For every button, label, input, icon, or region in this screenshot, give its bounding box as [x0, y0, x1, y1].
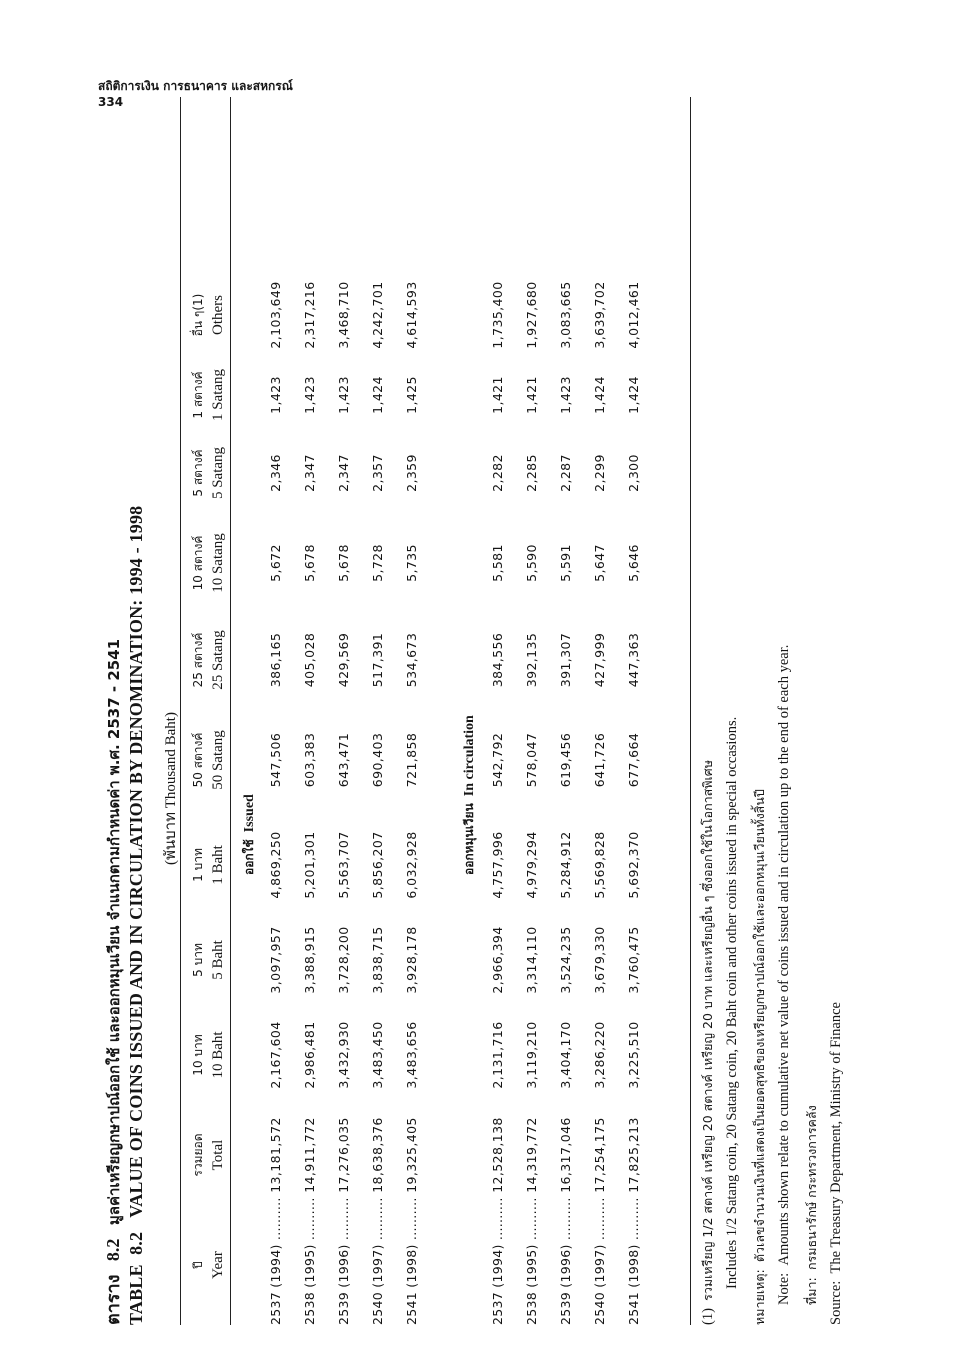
column-header-thai: 1 บาท — [191, 848, 205, 882]
value-cell: 3,097,957 — [268, 926, 283, 994]
source-thai: ที่มา: กรมธนารักษ์ กระทรวงการคลัง — [804, 1105, 819, 1305]
value-cell: 3,119,210 — [524, 1021, 539, 1089]
value-cell: 2,300 — [626, 454, 641, 492]
column-header-thai: รวมยอด — [191, 1133, 205, 1177]
value-cell: 5,735 — [404, 544, 419, 582]
section-title-english: Issued — [242, 794, 257, 833]
year-label: 2541 (1998) — [404, 1244, 419, 1325]
value-cell: 5,856,207 — [370, 831, 385, 899]
value-cell: 5,563,707 — [336, 831, 351, 899]
leader-dots: .......... — [404, 1197, 419, 1245]
value-cell: 1,421 — [524, 376, 539, 414]
bottom-rule — [690, 97, 691, 1325]
value-cell: 3,314,110 — [524, 926, 539, 994]
leader-dots: .......... — [302, 1197, 317, 1245]
column-header-thai: 1 สตางค์ — [191, 371, 205, 419]
value-cell: 542,792 — [490, 732, 505, 788]
value-cell: 392,135 — [524, 632, 539, 688]
value-cell: 3,404,170 — [558, 1021, 573, 1089]
value-cell: 384,556 — [490, 632, 505, 688]
leader-dots: .......... — [558, 1197, 573, 1245]
value-cell: 5,284,912 — [558, 831, 573, 899]
year-cell — [490, 1197, 505, 1325]
value-cell: 5,590 — [524, 544, 539, 582]
value-cell: 3,286,220 — [592, 1021, 607, 1089]
value-cell: 2,103,649 — [268, 281, 283, 349]
value-cell: 1,927,680 — [524, 281, 539, 349]
column-header-english: 1 Satang — [210, 368, 226, 422]
footnote-1-english: Includes 1/2 Satang coin, 20 Satang coin, 20 Baht coin and other coins issued in special occasions. — [724, 716, 740, 1289]
value-cell: 405,028 — [302, 632, 317, 688]
running-title: สถิติการเงิน การธนาคาร และสหกรณ์ — [98, 79, 293, 93]
value-cell: 427,999 — [592, 632, 607, 688]
column-header — [188, 1205, 228, 1325]
value-cell: 2,966,394 — [490, 926, 505, 994]
value-cell: 2,287 — [558, 454, 573, 492]
value-cell: 677,664 — [626, 732, 641, 788]
value-cell: 3,483,450 — [370, 1021, 385, 1089]
spacer — [462, 796, 477, 803]
column-header-english: Year — [210, 1251, 226, 1279]
footnote-1: (1) รวมเหรียญ 1/2 สตางค์ เหรียญ 20 สตางค์ เหรียญ 20 บาท และเหรียญอื่น ๆ ซึ่งออกใช้ในโอกาสพิเศษ — [700, 760, 716, 1325]
column-header-thai: 5 บาท — [191, 943, 205, 977]
leader-dots: .......... — [336, 1197, 351, 1245]
value-cell: 12,528,138 — [490, 1117, 505, 1193]
year-cell — [302, 1197, 317, 1325]
column-header-english: 50 Satang — [210, 730, 226, 790]
value-cell: 3,225,510 — [626, 1021, 641, 1089]
value-cell: 2,299 — [592, 454, 607, 492]
source-english: Source: The Treasury Department, Ministry of Finance — [828, 1002, 844, 1325]
value-cell: 534,673 — [404, 632, 419, 688]
value-cell: 2,347 — [336, 454, 351, 492]
value-cell: 1,735,400 — [490, 281, 505, 349]
value-cell: 5,678 — [302, 544, 317, 582]
value-cell: 4,757,996 — [490, 831, 505, 899]
leader-dots: .......... — [592, 1197, 607, 1245]
note-english: Note: Amounts shown relate to cumulative net value of coins issued and in circulation up to the end of each year. — [776, 644, 792, 1305]
value-cell: 2,359 — [404, 454, 419, 492]
value-cell: 2,986,481 — [302, 1021, 317, 1089]
value-cell: 2,346 — [268, 454, 283, 492]
table-title-english: TABLE 8.2 VALUE OF COINS ISSUED AND IN CIRCULATION BY DENOMINATION: 1994 - 1998 — [126, 505, 146, 1325]
value-cell: 4,012,461 — [626, 281, 641, 349]
value-cell: 3,524,235 — [558, 926, 573, 994]
year-label: 2538 (1995) — [524, 1244, 539, 1325]
page-number: 334 — [98, 95, 124, 109]
value-cell: 2,285 — [524, 454, 539, 492]
value-cell: 447,363 — [626, 632, 641, 688]
leader-dots: .......... — [626, 1197, 641, 1245]
value-cell: 619,456 — [558, 732, 573, 788]
value-cell: 3,083,665 — [558, 281, 573, 349]
leader-dots: .......... — [524, 1197, 539, 1245]
value-cell: 3,388,915 — [302, 926, 317, 994]
value-cell: 2,357 — [370, 454, 385, 492]
value-cell: 3,679,330 — [592, 926, 607, 994]
table-title-thai: ตาราง 8.2 มูลค่าเหรียญกษาปณ์ออกใช้ และออกหมุนเวียน จำแนกตามกำหนดค่า พ.ศ. 2537 - 2541 — [103, 638, 123, 1325]
value-cell: 386,165 — [268, 632, 283, 688]
value-cell: 721,858 — [404, 732, 419, 788]
value-cell: 5,692,370 — [626, 831, 641, 899]
value-cell: 2,282 — [490, 454, 505, 492]
year-cell — [558, 1197, 573, 1325]
column-header-english: 1 Baht — [210, 845, 226, 885]
leader-dots: .......... — [490, 1197, 505, 1245]
column-header-thai: อื่น ๆ(1) — [191, 293, 205, 337]
value-cell: 14,911,772 — [302, 1117, 317, 1193]
value-cell: 1,424 — [626, 376, 641, 414]
section-title-thai: ออกใช้ — [242, 839, 256, 875]
value-cell: 4,979,294 — [524, 831, 539, 899]
page-header — [98, 78, 293, 110]
leader-dots: .......... — [370, 1197, 385, 1245]
value-cell: 5,591 — [558, 544, 573, 582]
year-label: 2539 (1996) — [558, 1244, 573, 1325]
value-cell: 17,276,035 — [336, 1117, 351, 1193]
column-header-english: Others — [210, 295, 226, 335]
value-cell: 18,638,376 — [370, 1117, 385, 1193]
column-header-thai: 10 สตางค์ — [191, 535, 205, 591]
column-header-english: 25 Satang — [210, 630, 226, 690]
column-header-thai: ปี — [191, 1261, 205, 1269]
leader-dots: .......... — [268, 1197, 283, 1245]
value-cell: 643,471 — [336, 732, 351, 788]
value-cell: 5,728 — [370, 544, 385, 582]
year-label: 2540 (1997) — [592, 1244, 607, 1325]
value-cell: 5,569,828 — [592, 831, 607, 899]
value-cell: 517,391 — [370, 632, 385, 688]
value-cell: 19,325,405 — [404, 1117, 419, 1193]
value-cell: 1,423 — [558, 376, 573, 414]
value-cell: 3,838,715 — [370, 926, 385, 994]
value-cell: 4,242,701 — [370, 281, 385, 349]
column-header-english: 10 Satang — [210, 533, 226, 593]
year-label: 2541 (1998) — [626, 1244, 641, 1325]
value-cell: 4,869,250 — [268, 831, 283, 899]
value-cell: 13,181,572 — [268, 1117, 283, 1193]
value-cell: 3,760,475 — [626, 926, 641, 994]
value-cell: 2,347 — [302, 454, 317, 492]
year-cell — [268, 1197, 283, 1325]
column-header-thai: 10 บาท — [191, 1034, 205, 1076]
value-cell: 391,307 — [558, 632, 573, 688]
column-header-thai: 25 สตางค์ — [191, 632, 205, 688]
value-cell: 6,032,928 — [404, 831, 419, 899]
value-cell: 578,047 — [524, 732, 539, 788]
year-label: 2540 (1997) — [370, 1244, 385, 1325]
year-cell — [404, 1197, 419, 1325]
column-header — [188, 255, 228, 375]
section-title-english: In circulation — [462, 715, 477, 797]
value-cell: 16,317,046 — [558, 1117, 573, 1193]
value-cell: 5,201,301 — [302, 831, 317, 899]
value-cell: 2,131,716 — [490, 1021, 505, 1089]
section-title-thai: ออกหมุนเวียน — [462, 803, 476, 875]
year-cell — [592, 1197, 607, 1325]
section-title — [460, 715, 479, 875]
top-rule — [180, 97, 181, 1325]
value-cell: 1,423 — [302, 376, 317, 414]
column-header-english: 10 Baht — [210, 1031, 226, 1079]
year-label: 2538 (1995) — [302, 1244, 317, 1325]
year-cell — [626, 1197, 641, 1325]
value-cell: 17,825,213 — [626, 1117, 641, 1193]
value-cell: 5,646 — [626, 544, 641, 582]
year-cell — [370, 1197, 385, 1325]
value-cell: 1,425 — [404, 376, 419, 414]
year-cell — [524, 1197, 539, 1325]
value-cell: 17,254,175 — [592, 1117, 607, 1193]
value-cell: 3,468,710 — [336, 281, 351, 349]
value-cell: 4,614,593 — [404, 281, 419, 349]
unit-label: (พันบาท Thousand Baht) — [163, 712, 179, 865]
value-cell: 2,317,216 — [302, 281, 317, 349]
value-cell: 3,483,656 — [404, 1021, 419, 1089]
value-cell: 1,423 — [336, 376, 351, 414]
value-cell: 5,647 — [592, 544, 607, 582]
year-cell — [336, 1197, 351, 1325]
value-cell: 14,319,772 — [524, 1117, 539, 1193]
column-header-thai: 50 สตางค์ — [191, 732, 205, 788]
year-label: 2539 (1996) — [336, 1244, 351, 1325]
section-title — [240, 794, 259, 875]
value-cell: 2,167,604 — [268, 1021, 283, 1089]
value-cell: 603,383 — [302, 732, 317, 788]
value-cell: 3,639,702 — [592, 281, 607, 349]
spacer — [242, 832, 257, 839]
value-cell: 3,928,178 — [404, 926, 419, 994]
column-header-thai: 5 สตางค์ — [191, 449, 205, 497]
value-cell: 1,424 — [592, 376, 607, 414]
note-thai: หมายเหตุ: ตัวเลขจำนวนเงินที่แสดงเป็นยอดสุทธิของเหรียญกษาปณ์ออกใช้และออกหมุนเวียนทั้งสิ้นปี — [752, 789, 767, 1325]
column-header-english: 5 Satang — [210, 446, 226, 500]
value-cell: 1,421 — [490, 376, 505, 414]
value-cell: 3,728,200 — [336, 926, 351, 994]
value-cell: 1,423 — [268, 376, 283, 414]
value-cell: 547,506 — [268, 732, 283, 788]
year-label: 2537 (1994) — [268, 1244, 283, 1325]
rotated-table-page — [98, 125, 898, 1325]
value-cell: 5,672 — [268, 544, 283, 582]
value-cell: 5,581 — [490, 544, 505, 582]
value-cell: 429,569 — [336, 632, 351, 688]
column-header — [188, 805, 228, 925]
value-cell: 5,678 — [336, 544, 351, 582]
header-rule — [230, 97, 231, 1325]
value-cell: 3,432,930 — [336, 1021, 351, 1089]
value-cell: 1,424 — [370, 376, 385, 414]
column-header-english: 5 Baht — [210, 940, 226, 980]
value-cell: 690,403 — [370, 732, 385, 788]
column-header-english: Total — [210, 1139, 226, 1171]
value-cell: 641,726 — [592, 732, 607, 788]
year-label: 2537 (1994) — [490, 1244, 505, 1325]
